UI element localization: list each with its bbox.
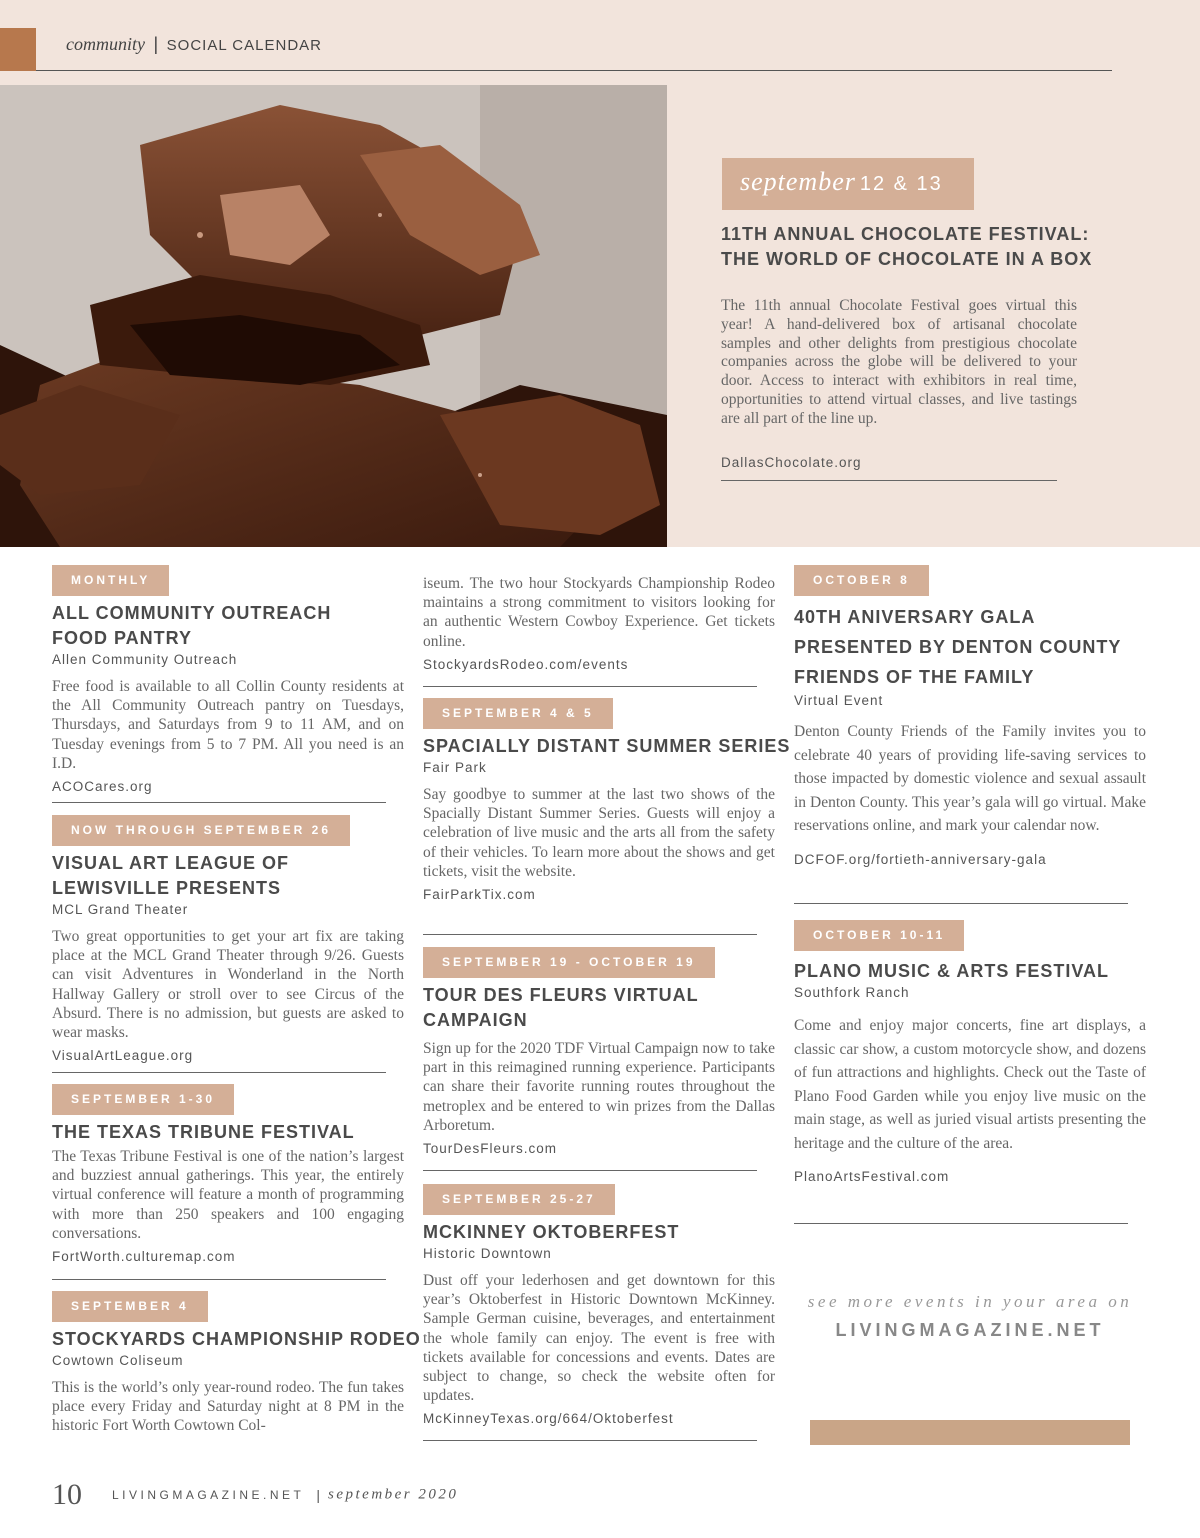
event-description: Dust off your lederhosen and get downtown for this year’s Oktoberfest in Historic Downtown McKinney. Sample German cuisine, beverages, and entertainment the whole family can enjoy. The event is free with tickets available for concessions and events. Dates are subject to change, so check the website often for updates. (423, 1272, 775, 1405)
divider (423, 686, 757, 687)
event-date-tag: MONTHLY (52, 565, 169, 596)
event-link[interactable]: DCFOF.org/fortieth-anniversary-gala (794, 851, 1047, 867)
footer-separator: | (316, 1487, 320, 1503)
event-description: The Texas Tribune Festival is one of the nation’s largest and buzziest annual gatherings. This year, the entirely virtual conference will feature a month of programming with more than 250 speakers and 100 engaging conversations. (52, 1148, 404, 1242)
divider (423, 1170, 757, 1171)
feature-description: The 11th annual Chocolate Festival goes virtual this year! A hand-delivered box of artisanal chocolate samples and other delights from prestigious chocolate companies across the globe will be delivered to your door. Access to interact with exhibitors in real time, opportunities to attend virtual classes, and live tastings are all part of the line up. (721, 297, 1077, 427)
corner-tab (0, 28, 36, 71)
feature-link[interactable]: DallasChocolate.org (721, 455, 862, 470)
event-link[interactable]: McKinneyTexas.org/664/Oktoberfest (423, 1411, 674, 1427)
footer-issue-date: september 2020 (328, 1486, 459, 1503)
column-1-event-1 (52, 565, 404, 795)
event-description: Two great opportunities to get your art fix are taking place at the MCL Grand Theater through 9/26. Guests can visit Adventures in Wonderland in the North Hallway Gallery or stroll over to see Circus of the Absurd. There is no admission, but guests are asked to wear masks. (52, 928, 404, 1042)
event-description-continued: iseum. The two hour Stockyards Championship Rodeo maintains a strong commitment to visitors looking for an authentic Western Cowboy Experience. Get tickets online. (423, 575, 775, 650)
header-separator: | (153, 34, 159, 54)
event-date-tag: OCTOBER 8 (794, 565, 929, 596)
event-date-tag: OCTOBER 10-11 (794, 920, 964, 951)
divider (423, 1440, 757, 1441)
column-2-event-1 (423, 698, 791, 903)
column-2-event-3 (423, 1184, 775, 1426)
event-title: VISUAL ART LEAGUE OF LEWISVILLE PRESENTS (52, 853, 290, 898)
event-title: THE TEXAS TRIBUNE FESTIVAL (52, 1122, 355, 1142)
event-description: Come and enjoy major concerts, fine art displays, a classic car show, a custom motorcycle show, and dozens of fun attractions and highlights. Check out the Taste of Plano Food Garden while you enjoy live music on the main stage, as well as juried visual artists presenting the heritage and the culture of the area. (794, 1017, 1146, 1152)
divider (52, 802, 386, 803)
event-venue: Historic Downtown (423, 1246, 552, 1261)
page-header (66, 34, 322, 55)
feature-date-days: 12 & 13 (859, 173, 943, 195)
event-link[interactable]: TourDesFleurs.com (423, 1141, 558, 1157)
event-description: Say goodbye to summer at the last two shows of the Spacially Distant Summer Series. Guests will enjoy a celebration of live music and the arts all from the safety of their vehicles. To learn more about the shows and get tickets, visit the website. (423, 786, 775, 880)
event-title: SPACIALLY DISTANT SUMMER SERIES (423, 736, 791, 756)
feature-title (721, 222, 1101, 272)
event-date-tag: SEPTEMBER 25-27 (423, 1184, 615, 1215)
event-date-tag: SEPTEMBER 1-30 (52, 1084, 234, 1115)
event-venue: Allen Community Outreach (52, 652, 238, 667)
event-venue: Virtual Event (794, 693, 884, 708)
column-2-continued (423, 574, 775, 672)
event-venue: Southfork Ranch (794, 985, 910, 1000)
feature-divider (721, 480, 1057, 481)
event-link[interactable]: ACOCares.org (52, 779, 153, 795)
column-1-event-3 (52, 1084, 404, 1264)
divider (794, 903, 1128, 904)
event-link[interactable]: StockyardsRodeo.com/events (423, 656, 629, 672)
event-description: This is the world’s only year-round rodeo. The fun takes place every Friday and Saturday night at 8 PM in the historic Fort Worth Cowtown Col- (52, 1379, 404, 1435)
column-2-event-2 (423, 947, 775, 1156)
event-date-tag: NOW THROUGH SEPTEMBER 26 (52, 815, 350, 846)
header-divider (36, 70, 1112, 71)
accent-bar (810, 1420, 1130, 1445)
column-3-event-1 (794, 565, 1146, 867)
event-date-tag: SEPTEMBER 19 - OCTOBER 19 (423, 947, 715, 978)
event-description: Denton County Friends of the Family invites you to celebrate 40 years of providing life-saving services to those impacted by domestic violence and sexual assault in Denton County. This year’s gala will go virtual. Make reservations online, and mark your calendar now. (794, 723, 1146, 834)
chocolate-photo (0, 85, 667, 547)
event-title: 40TH ANIVERSARY GALA PRESENTED BY DENTON COUNTY FRIENDS OF THE FAMILY (794, 607, 1122, 687)
page-number: 10 (52, 1478, 82, 1511)
feature-date-badge (722, 158, 974, 210)
event-venue: MCL Grand Theater (52, 902, 189, 917)
event-date-tag: SEPTEMBER 4 & 5 (423, 698, 613, 729)
event-link[interactable]: VisualArtLeague.org (52, 1048, 194, 1064)
event-title: STOCKYARDS CHAMPIONSHIP RODEO (52, 1329, 421, 1349)
more-events-link[interactable]: LIVINGMAGAZINE.NET (835, 1320, 1105, 1340)
event-title: TOUR DES FLEURS VIRTUAL CAMPAIGN (423, 985, 699, 1030)
divider (52, 1279, 386, 1280)
feature-title-line-1: 11TH ANNUAL CHOCOLATE FESTIVAL: (721, 224, 1090, 244)
section-name: community (66, 34, 145, 54)
divider (794, 1223, 1128, 1224)
column-3-event-2 (794, 920, 1146, 1184)
event-title: PLANO MUSIC & ARTS FESTIVAL (794, 961, 1109, 981)
event-date-tag: SEPTEMBER 4 (52, 1291, 208, 1322)
event-venue: Cowtown Coliseum (52, 1353, 184, 1368)
footer-site: LIVINGMAGAZINE.NET (112, 1488, 305, 1502)
section-title: SOCIAL CALENDAR (166, 37, 322, 54)
event-link[interactable]: PlanoArtsFestival.com (794, 1169, 950, 1184)
event-description: Free food is available to all Collin County residents at the All Community Outreach pantry on Tuesdays, Thursdays, and Saturdays from 9 to 11 AM, and on Tuesday evenings from 5 to 7 PM. All you need is an I.D. (52, 678, 404, 772)
divider (52, 1072, 386, 1073)
event-title: MCKINNEY OKTOBERFEST (423, 1222, 680, 1242)
feature-title-line-2: THE WORLD OF CHOCOLATE IN A BOX (721, 249, 1093, 269)
event-title: ALL COMMUNITY OUTREACH FOOD PANTRY (52, 603, 332, 648)
more-events-tagline: see more events in your area on (807, 1292, 1133, 1311)
event-description: Sign up for the 2020 TDF Virtual Campaign now to take part in this reimagined running experience. Participants can share their favorite running routes throughout the metroplex and be entered to win prizes from the Dallas Arboretum. (423, 1040, 775, 1134)
page-footer (52, 1478, 458, 1512)
event-link[interactable]: FortWorth.culturemap.com (52, 1249, 236, 1265)
column-1-event-2 (52, 815, 404, 1064)
column-1-event-4 (52, 1291, 421, 1436)
event-venue: Fair Park (423, 760, 487, 775)
divider (423, 934, 757, 935)
feature-date-month: september (740, 167, 856, 196)
event-link[interactable]: FairParkTix.com (423, 887, 536, 903)
